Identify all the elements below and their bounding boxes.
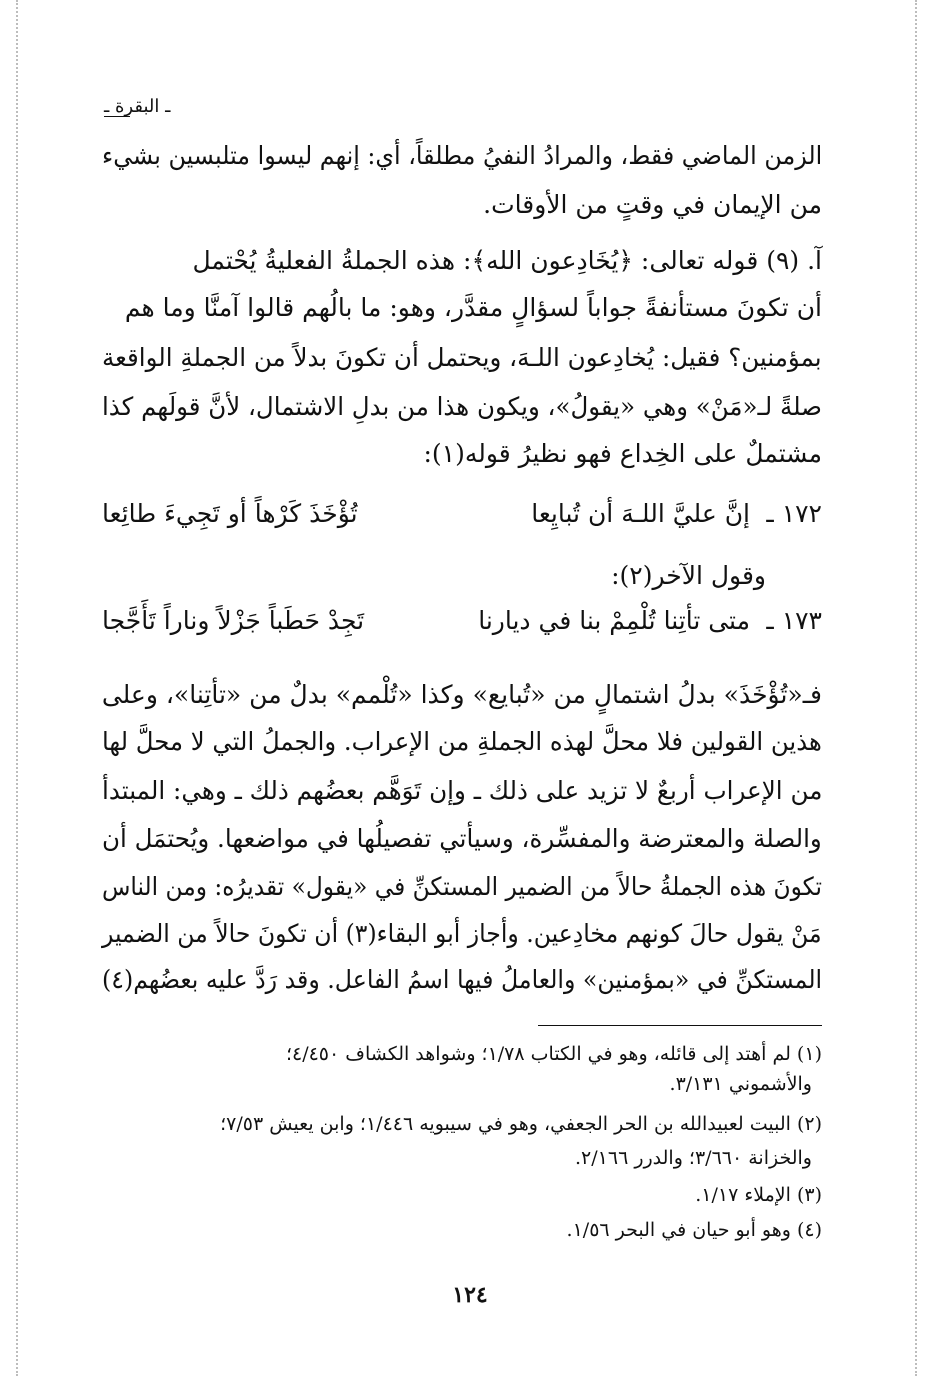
- text-line: بمؤمنين؟ فقيل: يُخادِعون اللـهَ، ويحتمل أن تكونَ بدلاً من الجملةِ الواقعة: [102, 343, 822, 372]
- page-number: ١٢٤: [452, 1282, 488, 1308]
- verse-first-hemistich: متى تأتِنا تُلْمِمْ بنا في ديارنا: [478, 606, 750, 635]
- text-line: الزمن الماضي فقط، والمرادُ النفيُ مطلقاً، أي: إنهم ليسوا متلبسين بشيء: [101, 141, 822, 170]
- poetry-verse-172: [102, 494, 822, 534]
- footnote-line: (١) لم أهتد إلى قائله، وهو في الكتاب ١/٧٨؛ وشواهد الكشاف ٤/٤٥٠؛: [285, 1043, 822, 1065]
- verse-number: ١٧٣ ـ: [766, 606, 822, 635]
- left-margin-dotted-line: [16, 0, 18, 1376]
- text-line: هذين القولين فلا محلَّ لهذه الجملةِ من الإعراب. والجملُ التي لا محلَّ لها: [102, 727, 822, 756]
- verse-number: ١٧٢ ـ: [766, 499, 822, 528]
- verse-intro: وقول الآخر(٢):: [611, 561, 766, 590]
- running-title: ـ البقرة ـ: [104, 96, 171, 117]
- footnote-line: (٤) وهو أبو حيان في البحر ١/٥٦.: [566, 1219, 822, 1241]
- footnote-separator: [538, 1025, 822, 1026]
- footnote-line: والأشموني ٣/١٣١.: [669, 1073, 812, 1095]
- verse-first-hemistich: إنَّ عليَّ اللـهَ أن تُبايِعا: [531, 499, 750, 528]
- verse-second-hemistich: تَجِدْ حَطَباً جَزْلاً وناراً تَأَجَّجا: [102, 606, 365, 635]
- text-line: من الإيمان في وقتٍ من الأوقات.: [483, 190, 822, 219]
- text-line: صلةً لـ«مَنْ» وهي «يقولُ»، ويكون هذا من بدلِ الاشتمال، لأنَّ قولَهم كذا: [102, 392, 822, 421]
- text-line: أن تكونَ مستأنفةً جواباً لسؤالٍ مقدَّر، وهو: ما بالُهم قالوا آمنَّا وما هم: [124, 293, 822, 322]
- running-title-rule: [104, 116, 130, 117]
- footnote-line: (٣) الإملاء ١/١٧.: [695, 1184, 822, 1206]
- text-line: فـ«تُؤْخَذَ» بدلُ اشتمالٍ من «تُبايع» وكذا «تُلْمم» بدلٌ من «تأتِنا»، وعلى: [101, 680, 822, 709]
- text-line: مَنْ يقول حالَ كونهم مخادِعين. وأجاز أبو البقاء(٣) أن تكونَ حالاً من الضمير: [102, 919, 822, 948]
- footnote-line: (٢) البيت لعبيدالله بن الحر الجعفي، وهو في سيبويه ١/٤٤٦؛ وابن يعيش ٧/٥٣؛: [220, 1113, 822, 1135]
- verse-second-hemistich: تُؤْخَذَ كَرْهاً أو تَجِيءَ طائِعا: [102, 499, 358, 528]
- text-line: المستكنِّ في «بمؤمنين» والعاملُ فيها اسمُ الفاعل. وقد رَدَّ عليه بعضُهم(٤): [101, 965, 823, 994]
- text-line: مشتملٌ على الخِداع فهو نظيرُ قوله(١):: [423, 439, 822, 468]
- poetry-verse-173: [102, 601, 822, 641]
- text-line: والصلة والمعترضة والمفسِّرة، وسيأتي تفصيلُها في مواضعها. ويُحتمَل أن: [102, 824, 822, 853]
- text-line: من الإعراب أربعٌ لا تزيد على ذلك ـ وإن تَوَهَّم بعضُهم ذلك ـ وهي: المبتدأ: [101, 776, 822, 805]
- text-line: تكونَ هذه الجملةُ حالاً من الضمير المستكنِّ في «يقول» تقديرُه: ومن الناس: [102, 872, 822, 901]
- footnote-line: والخزانة ٣/٦٦٠؛ والدرر ٢/١٦٦.: [575, 1147, 812, 1169]
- right-margin-dotted-line: [915, 0, 917, 1376]
- text-line: آ. (٩) قوله تعالى: ﴿يُخَادِعون الله﴾: هذه الجملةُ الفعليةُ يُحْتمل: [192, 246, 822, 275]
